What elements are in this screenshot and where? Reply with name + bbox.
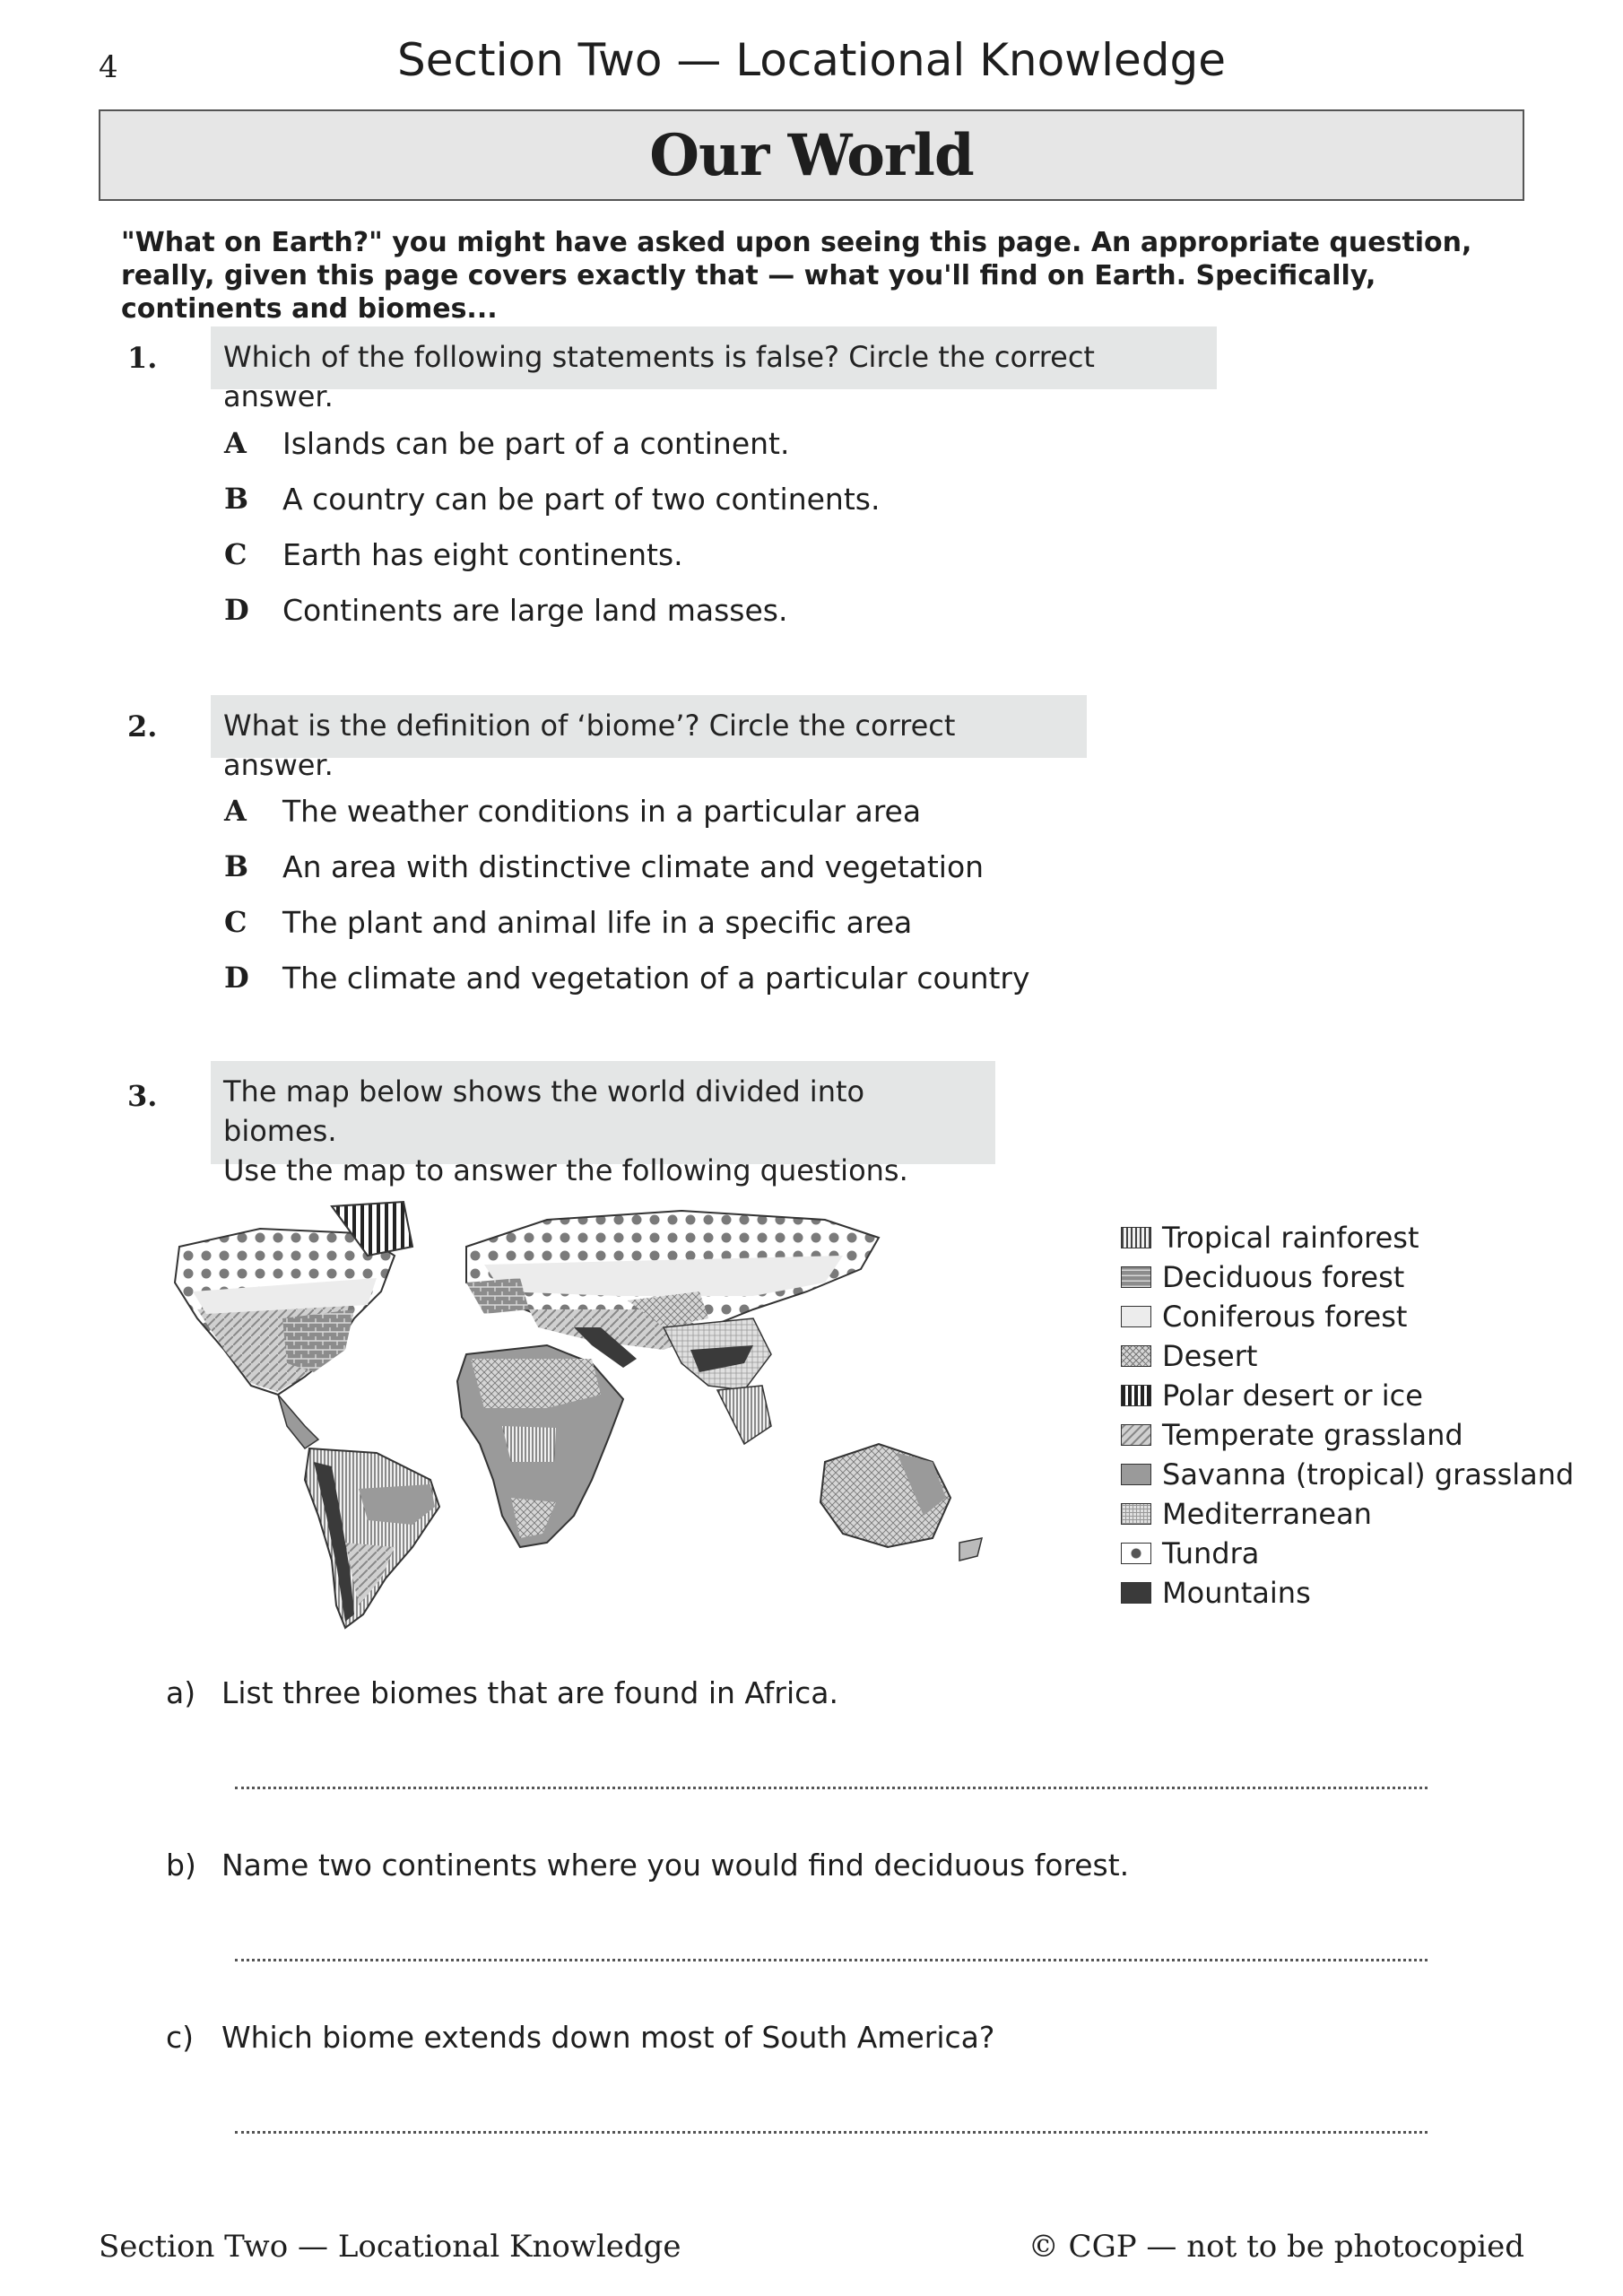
question-2-option-d-letter[interactable]: D (224, 961, 249, 995)
page-number: 4 (99, 49, 118, 85)
legend-label: Tundra (1162, 1536, 1260, 1570)
legend-label: Mediterranean (1162, 1497, 1372, 1531)
title-banner (99, 109, 1524, 201)
question-1-number: 1. (127, 341, 158, 375)
answer-line-c[interactable] (235, 2129, 1428, 2134)
legend-label: Savanna (tropical) grassland (1162, 1457, 1575, 1492)
bold-vertical-lines-swatch-icon (1121, 1385, 1151, 1406)
question-2-option-b[interactable]: An area with distinctive climate and vegetation (282, 849, 985, 884)
dark-swatch-icon (1121, 1582, 1151, 1604)
question-1-option-b-letter[interactable]: B (224, 482, 249, 516)
question-1-option-a-letter[interactable]: A (224, 426, 247, 460)
question-3-prompt-line-1: The map below shows the world divided into biomes. (223, 1074, 865, 1148)
question-1-option-c[interactable]: Earth has eight continents. (282, 537, 683, 572)
mid-grey-swatch-icon (1121, 1464, 1151, 1485)
brick-swatch-icon (1121, 1266, 1151, 1288)
legend-label: Mountains (1162, 1576, 1311, 1610)
legend-label: Coniferous forest (1162, 1300, 1408, 1334)
subquestion-a-letter: a) (166, 1675, 196, 1710)
question-2-option-a[interactable]: The weather conditions in a particular area (282, 794, 922, 829)
diagonal-lines-swatch-icon (1121, 1424, 1151, 1446)
question-1-option-a[interactable]: Islands can be part of a continent. (282, 426, 790, 461)
question-1-option-d[interactable]: Continents are large land masses. (282, 593, 788, 628)
question-2-option-b-letter[interactable]: B (224, 849, 249, 883)
footer-section-name: Section Two — Locational Knowledge (99, 2229, 681, 2265)
legend-item-temperate-grassland (1121, 1415, 1463, 1455)
question-2-prompt (211, 695, 1087, 782)
answer-line-a[interactable] (235, 1785, 1428, 1789)
question-3-number: 3. (127, 1079, 158, 1113)
question-1-option-b[interactable]: A country can be part of two continents. (282, 482, 881, 517)
legend-item-tropical-rainforest (1121, 1218, 1419, 1257)
question-2-option-d[interactable]: The climate and vegetation of a particular country (282, 961, 1030, 996)
question-2-option-a-letter[interactable]: A (224, 794, 247, 828)
intro-text: "What on Earth?" you might have asked upon seeing this page. An appropriate question, really, given this page covers exactly that — what you'll find on Earth. Specifically, continents and biomes... (121, 227, 1472, 325)
legend-label: Deciduous forest (1162, 1260, 1405, 1294)
question-2-option-c[interactable]: The plant and animal life in a specific area (282, 905, 913, 940)
subquestion-b-letter: b) (166, 1848, 196, 1883)
question-3-prompt-line-2: Use the map to answer the following questions. (223, 1153, 908, 1187)
legend-label: Temperate grassland (1162, 1418, 1463, 1452)
answer-line-b[interactable] (235, 1957, 1428, 1961)
page-title: Our World (649, 121, 974, 189)
legend-item-deciduous-forest (1121, 1257, 1404, 1297)
legend-item-tundra (1121, 1534, 1259, 1573)
question-1-option-c-letter[interactable]: C (224, 537, 247, 571)
legend-item-desert (1121, 1336, 1257, 1376)
question-3-prompt (211, 1061, 995, 1187)
legend-label: Desert (1162, 1339, 1258, 1373)
question-2-number: 2. (127, 709, 158, 744)
subquestion-a-text: List three biomes that are found in Africa. (221, 1675, 839, 1710)
world-biome-map (126, 1193, 1103, 1641)
legend-item-polar-desert-or-ice (1121, 1376, 1423, 1415)
footer-copyright: © CGP — not to be photocopied (1028, 2229, 1524, 2265)
question-2-option-c-letter[interactable]: C (224, 905, 247, 939)
light-grey-swatch-icon (1121, 1306, 1151, 1327)
question-2-prompt-text: What is the definition of ‘biome’? Circle the correct answer. (223, 709, 956, 782)
legend-label: Polar desert or ice (1162, 1378, 1423, 1413)
question-1-prompt-text: Which of the following statements is false? Circle the correct answer. (223, 340, 1095, 413)
legend-item-mountains (1121, 1573, 1311, 1613)
subquestion-c-letter: c) (166, 2020, 195, 2055)
subquestion-b-text: Name two continents where you would find deciduous forest. (221, 1848, 1130, 1883)
question-1-prompt (211, 326, 1217, 413)
crosshatch-swatch-icon (1121, 1345, 1151, 1367)
subquestion-c-text: Which biome extends down most of South America? (221, 2020, 995, 2055)
legend-label: Tropical rainforest (1162, 1221, 1419, 1255)
dots-swatch-icon (1121, 1543, 1151, 1564)
legend-item-mediterranean (1121, 1494, 1372, 1534)
legend-item-coniferous-forest (1121, 1297, 1407, 1336)
question-1-option-d-letter[interactable]: D (224, 593, 249, 627)
section-heading: Section Two — Locational Knowledge (397, 34, 1226, 86)
fine-grid-swatch-icon (1121, 1503, 1151, 1525)
vertical-lines-swatch-icon (1121, 1227, 1151, 1248)
legend-item-savanna (1121, 1455, 1574, 1494)
